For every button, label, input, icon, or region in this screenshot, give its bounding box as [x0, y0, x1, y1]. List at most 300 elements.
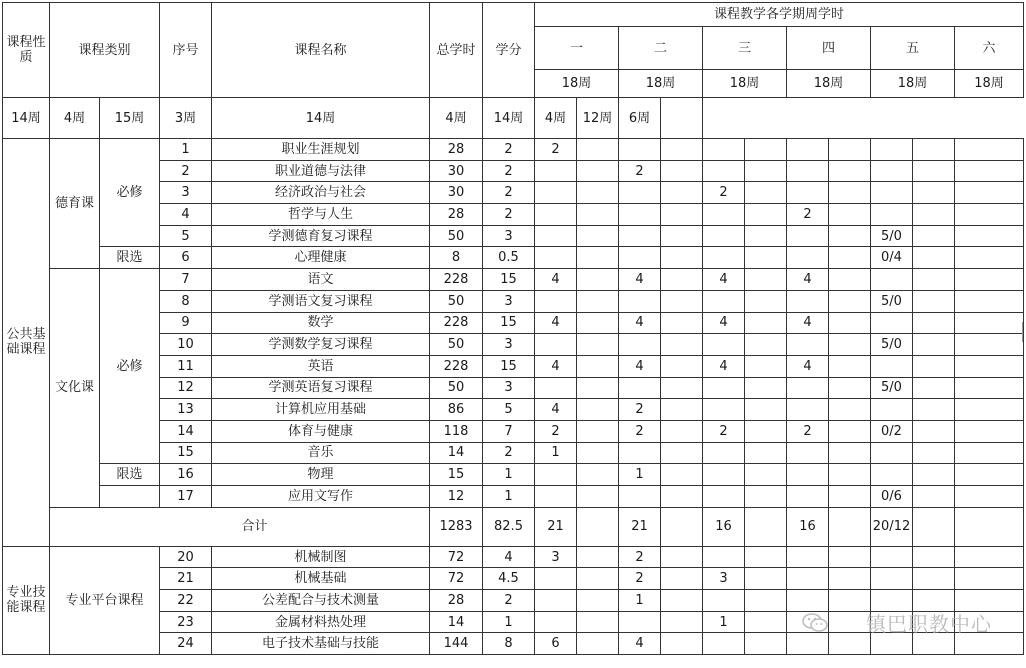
- weekly-hours-cell: [703, 633, 745, 655]
- weekly-hours-cell: [619, 486, 661, 508]
- sub-week-header: 6周: [619, 98, 661, 139]
- course-name-cell: 机械基础: [212, 568, 430, 590]
- sub-week-header: 3周: [160, 98, 212, 139]
- course-name-cell: 金属材料热处理: [212, 611, 430, 633]
- weekly-hours-cell: [913, 464, 955, 486]
- sub-week-header: 14周: [212, 98, 430, 139]
- weekly-hours-cell: [619, 204, 661, 226]
- total-weekly-cell: [745, 507, 787, 546]
- seq-cell: 9: [160, 312, 212, 334]
- header-course-name: 课程名称: [212, 3, 430, 98]
- course-name-cell: 语文: [212, 269, 430, 291]
- weekly-hours-cell: [787, 247, 829, 269]
- total-weekly-cell: [577, 507, 619, 546]
- weekly-hours-cell: [787, 486, 829, 508]
- weekly-hours-cell: [829, 486, 871, 508]
- weekly-hours-cell: [955, 247, 1024, 269]
- weekly-hours-cell: [913, 225, 955, 247]
- seq-cell: 22: [160, 590, 212, 612]
- weekly-hours-cell: [829, 377, 871, 399]
- sub-week-header: [661, 98, 703, 139]
- weekly-hours-cell: [829, 568, 871, 590]
- credits-cell: 3: [483, 225, 535, 247]
- hours-cell: 30: [430, 160, 483, 182]
- weekly-hours-cell: [577, 486, 619, 508]
- weekly-hours-cell: 5/0: [871, 377, 913, 399]
- semester-weeks: 18周: [871, 70, 955, 98]
- weekly-hours-cell: [955, 377, 1024, 399]
- weekly-hours-cell: [661, 334, 703, 356]
- weekly-hours-cell: [871, 204, 913, 226]
- hours-cell: 72: [430, 568, 483, 590]
- weekly-hours-cell: 4: [703, 355, 745, 377]
- weekly-hours-cell: [871, 139, 913, 161]
- weekly-hours-cell: 0/2: [871, 420, 913, 442]
- weekly-hours-cell: 2: [535, 139, 577, 161]
- weekly-hours-cell: [703, 204, 745, 226]
- weekly-hours-cell: [703, 546, 745, 568]
- credits-cell: 15: [483, 269, 535, 291]
- header-total-hours: 总学时: [430, 3, 483, 98]
- course-name-cell: 音乐: [212, 442, 430, 464]
- weekly-hours-cell: 2: [619, 160, 661, 182]
- header-category: 课程类别: [50, 3, 160, 98]
- credits-cell: 3: [483, 377, 535, 399]
- weekly-hours-cell: [955, 486, 1024, 508]
- total-weekly-cell: 16: [787, 507, 829, 546]
- seq-cell: 7: [160, 269, 212, 291]
- table-row: [3, 486, 1024, 508]
- semester-header: 二: [619, 27, 703, 70]
- weekly-hours-cell: [661, 399, 703, 421]
- total-weekly-cell: 20/12: [871, 507, 913, 546]
- total-weekly-cell: [913, 507, 955, 546]
- course-name-cell: 学测数学复习课程: [212, 334, 430, 356]
- weekly-hours-cell: 4: [535, 269, 577, 291]
- weekly-hours-cell: [745, 182, 787, 204]
- semester-weeks: 18周: [703, 70, 787, 98]
- credits-cell: 2: [483, 182, 535, 204]
- weekly-hours-cell: [871, 160, 913, 182]
- weekly-hours-cell: [661, 546, 703, 568]
- weekly-hours-cell: [745, 568, 787, 590]
- credits-cell: 4: [483, 546, 535, 568]
- weekly-hours-cell: [745, 204, 787, 226]
- weekly-hours-cell: [829, 611, 871, 633]
- weekly-hours-cell: 0/6: [871, 486, 913, 508]
- hours-cell: 14: [430, 611, 483, 633]
- weekly-hours-cell: 2: [703, 420, 745, 442]
- weekly-hours-cell: [913, 377, 955, 399]
- weekly-hours-cell: [913, 312, 955, 334]
- weekly-hours-cell: [829, 334, 871, 356]
- weekly-hours-cell: [661, 312, 703, 334]
- weekly-hours-cell: 3: [703, 568, 745, 590]
- weekly-hours-cell: [703, 225, 745, 247]
- header-weekly-title: 课程教学各学期周学时: [535, 3, 1024, 27]
- weekly-hours-cell: [535, 334, 577, 356]
- weekly-hours-cell: [955, 334, 1024, 356]
- weekly-hours-cell: [871, 269, 913, 291]
- weekly-hours-cell: [577, 377, 619, 399]
- weekly-hours-cell: [829, 182, 871, 204]
- weekly-hours-cell: [619, 247, 661, 269]
- total-label: 合计: [50, 507, 430, 546]
- total-row: [3, 507, 1024, 546]
- weekly-hours-cell: [745, 442, 787, 464]
- blank-cell: [100, 486, 160, 508]
- weekly-hours-cell: [955, 160, 1024, 182]
- weekly-hours-cell: [745, 290, 787, 312]
- weekly-hours-cell: [913, 399, 955, 421]
- seq-cell: 1: [160, 139, 212, 161]
- credits-cell: 2: [483, 204, 535, 226]
- weekly-hours-cell: [577, 334, 619, 356]
- sub-week-header: 15周: [100, 98, 160, 139]
- weekly-hours-cell: [577, 546, 619, 568]
- course-name-cell: 学测英语复习课程: [212, 377, 430, 399]
- course-name-cell: 职业生涯规划: [212, 139, 430, 161]
- weekly-hours-cell: [787, 377, 829, 399]
- weekly-hours-cell: [535, 225, 577, 247]
- course-name-cell: 学测德育复习课程: [212, 225, 430, 247]
- weekly-hours-cell: [871, 568, 913, 590]
- weekly-hours-cell: [871, 464, 913, 486]
- table-row: [3, 139, 1024, 161]
- total-weekly-cell: [955, 507, 1024, 546]
- seq-cell: 2: [160, 160, 212, 182]
- course-name-cell: 物理: [212, 464, 430, 486]
- weekly-hours-cell: [577, 399, 619, 421]
- group-professional: 专业技能课程: [3, 546, 50, 654]
- weekly-hours-cell: [829, 546, 871, 568]
- hours-cell: 30: [430, 182, 483, 204]
- weekly-hours-cell: 0/4: [871, 247, 913, 269]
- credits-cell: 0.5: [483, 247, 535, 269]
- credits-cell: 15: [483, 312, 535, 334]
- table-row: [3, 247, 1024, 269]
- sub-week-header: 12周: [577, 98, 619, 139]
- weekly-hours-cell: [829, 204, 871, 226]
- header-nature: 课程性质: [3, 3, 50, 98]
- weekly-hours-cell: [619, 334, 661, 356]
- weekly-hours-cell: [871, 182, 913, 204]
- weekly-hours-cell: [535, 182, 577, 204]
- weekly-hours-cell: [745, 247, 787, 269]
- weekly-hours-cell: [535, 290, 577, 312]
- weekly-hours-cell: [535, 590, 577, 612]
- weekly-hours-cell: [661, 611, 703, 633]
- weekly-hours-cell: [619, 442, 661, 464]
- table-row: [3, 464, 1024, 486]
- weekly-hours-cell: [787, 568, 829, 590]
- weekly-hours-cell: [661, 590, 703, 612]
- weekly-hours-cell: [829, 312, 871, 334]
- weekly-hours-cell: [661, 225, 703, 247]
- weekly-hours-cell: [577, 633, 619, 655]
- weekly-hours-cell: 4: [703, 312, 745, 334]
- weekly-hours-cell: 4: [619, 269, 661, 291]
- weekly-hours-cell: [787, 225, 829, 247]
- seq-cell: 17: [160, 486, 212, 508]
- weekly-hours-cell: [703, 377, 745, 399]
- weekly-hours-cell: [703, 442, 745, 464]
- weekly-hours-cell: [661, 464, 703, 486]
- elective-label: 限选: [100, 247, 160, 269]
- weekly-hours-cell: 4: [535, 399, 577, 421]
- weekly-hours-cell: [661, 355, 703, 377]
- total-weekly-cell: [661, 507, 703, 546]
- weekly-hours-cell: [913, 355, 955, 377]
- weekly-hours-cell: [577, 139, 619, 161]
- course-name-cell: 公差配合与技术测量: [212, 590, 430, 612]
- weekly-hours-cell: 2: [535, 420, 577, 442]
- weekly-hours-cell: [745, 464, 787, 486]
- total-weekly-cell: 16: [703, 507, 745, 546]
- weekly-hours-cell: [577, 225, 619, 247]
- weekly-hours-cell: [787, 633, 829, 655]
- weekly-hours-cell: [577, 247, 619, 269]
- course-name-cell: 机械制图: [212, 546, 430, 568]
- weekly-hours-cell: [535, 568, 577, 590]
- weekly-hours-cell: [535, 611, 577, 633]
- credits-cell: 2: [483, 160, 535, 182]
- seq-cell: 10: [160, 334, 212, 356]
- weekly-hours-cell: [829, 355, 871, 377]
- weekly-hours-cell: [745, 334, 787, 356]
- credits-cell: 1: [483, 486, 535, 508]
- weekly-hours-cell: [913, 269, 955, 291]
- weekly-hours-cell: [787, 464, 829, 486]
- weekly-hours-cell: [745, 611, 787, 633]
- weekly-hours-cell: [577, 611, 619, 633]
- weekly-hours-cell: [577, 590, 619, 612]
- weekly-hours-cell: [619, 182, 661, 204]
- weekly-hours-cell: [787, 139, 829, 161]
- hours-cell: 50: [430, 290, 483, 312]
- weekly-hours-cell: [703, 160, 745, 182]
- total-weekly-cell: [829, 507, 871, 546]
- hours-cell: 228: [430, 312, 483, 334]
- weekly-hours-cell: [577, 355, 619, 377]
- weekly-hours-cell: [955, 290, 1024, 312]
- weekly-hours-cell: [535, 160, 577, 182]
- table-row: [3, 546, 1024, 568]
- table-row: [3, 269, 1024, 291]
- weekly-hours-cell: [955, 204, 1024, 226]
- weekly-hours-cell: [619, 290, 661, 312]
- weekly-hours-cell: [577, 204, 619, 226]
- weekly-hours-cell: [703, 590, 745, 612]
- credits-cell: 2: [483, 442, 535, 464]
- weekly-hours-cell: [829, 399, 871, 421]
- weekly-hours-cell: [745, 225, 787, 247]
- weekly-hours-cell: [661, 247, 703, 269]
- weekly-hours-cell: [745, 633, 787, 655]
- weekly-hours-cell: [955, 568, 1024, 590]
- hours-cell: 8: [430, 247, 483, 269]
- weekly-hours-cell: [745, 269, 787, 291]
- weekly-hours-cell: [787, 160, 829, 182]
- weekly-hours-cell: [955, 399, 1024, 421]
- weekly-hours-cell: [577, 160, 619, 182]
- hours-cell: 144: [430, 633, 483, 655]
- weekly-hours-cell: [745, 160, 787, 182]
- weekly-hours-cell: [745, 355, 787, 377]
- weekly-hours-cell: [577, 420, 619, 442]
- weekly-hours-cell: 3: [535, 546, 577, 568]
- credits-cell: 1: [483, 611, 535, 633]
- weekly-hours-cell: [535, 377, 577, 399]
- weekly-hours-cell: [913, 486, 955, 508]
- seq-cell: 20: [160, 546, 212, 568]
- weekly-hours-cell: [703, 247, 745, 269]
- weekly-hours-cell: [535, 464, 577, 486]
- weekly-hours-cell: [661, 568, 703, 590]
- weekly-hours-cell: [787, 182, 829, 204]
- weekly-hours-cell: [661, 269, 703, 291]
- weekly-hours-cell: [955, 420, 1024, 442]
- weekly-hours-cell: 1: [619, 464, 661, 486]
- weekly-hours-cell: [913, 204, 955, 226]
- weekly-hours-cell: [955, 225, 1024, 247]
- weekly-hours-cell: 5/0: [871, 225, 913, 247]
- weekly-hours-cell: [955, 355, 1024, 377]
- weekly-hours-cell: [787, 399, 829, 421]
- weekly-hours-cell: [745, 312, 787, 334]
- weekly-hours-cell: 4: [619, 355, 661, 377]
- weekly-hours-cell: [577, 290, 619, 312]
- semester-header: 五: [871, 27, 955, 70]
- weekly-hours-cell: [661, 377, 703, 399]
- semester-weeks: 18周: [955, 70, 1024, 98]
- hours-cell: 28: [430, 139, 483, 161]
- weekly-hours-cell: [745, 590, 787, 612]
- weekly-hours-cell: [703, 334, 745, 356]
- seq-cell: 11: [160, 355, 212, 377]
- seq-cell: 3: [160, 182, 212, 204]
- weekly-hours-cell: [913, 182, 955, 204]
- course-name-cell: 数学: [212, 312, 430, 334]
- hours-cell: 50: [430, 334, 483, 356]
- semester-weeks: 18周: [535, 70, 619, 98]
- weekly-hours-cell: [745, 486, 787, 508]
- hours-cell: 50: [430, 225, 483, 247]
- weekly-hours-cell: 4: [619, 312, 661, 334]
- weekly-hours-cell: [787, 290, 829, 312]
- weekly-hours-cell: [661, 420, 703, 442]
- weekly-hours-cell: 2: [619, 568, 661, 590]
- hours-cell: 28: [430, 204, 483, 226]
- weekly-hours-cell: [955, 464, 1024, 486]
- course-name-cell: 应用文写作: [212, 486, 430, 508]
- seq-cell: 23: [160, 611, 212, 633]
- seq-cell: 24: [160, 633, 212, 655]
- weekly-hours-cell: [745, 139, 787, 161]
- required-label: 必修: [100, 139, 160, 247]
- seq-cell: 16: [160, 464, 212, 486]
- weekly-hours-cell: [661, 442, 703, 464]
- course-name-cell: 哲学与人生: [212, 204, 430, 226]
- weekly-hours-cell: [913, 546, 955, 568]
- group-platform: 专业平台课程: [50, 546, 160, 654]
- hours-cell: 86: [430, 399, 483, 421]
- hours-cell: 15: [430, 464, 483, 486]
- weekly-hours-cell: [661, 204, 703, 226]
- weekly-hours-cell: [829, 464, 871, 486]
- weekly-hours-cell: [703, 486, 745, 508]
- weekly-hours-cell: [745, 377, 787, 399]
- required-label: 必修: [100, 269, 160, 464]
- weekly-hours-cell: [829, 247, 871, 269]
- weekly-hours-cell: [703, 139, 745, 161]
- seq-cell: 5: [160, 225, 212, 247]
- weekly-hours-cell: [955, 269, 1024, 291]
- weekly-hours-cell: [661, 139, 703, 161]
- weekly-hours-cell: [577, 568, 619, 590]
- course-schedule-table: [2, 2, 1024, 655]
- weekly-hours-cell: [619, 377, 661, 399]
- weekly-hours-cell: 4: [787, 355, 829, 377]
- semester-header: 一: [535, 27, 619, 70]
- hours-cell: 228: [430, 269, 483, 291]
- sub-week-header: 4周: [535, 98, 577, 139]
- weekly-hours-cell: [829, 225, 871, 247]
- weekly-hours-cell: [577, 442, 619, 464]
- weekly-hours-cell: 4: [703, 269, 745, 291]
- weekly-hours-cell: [787, 442, 829, 464]
- seq-cell: 21: [160, 568, 212, 590]
- weekly-hours-cell: [955, 442, 1024, 464]
- weekly-hours-cell: [619, 139, 661, 161]
- weekly-hours-cell: 2: [619, 420, 661, 442]
- weekly-hours-cell: [661, 486, 703, 508]
- edge-marker: [1022, 322, 1026, 342]
- weekly-hours-cell: 5/0: [871, 290, 913, 312]
- seq-cell: 12: [160, 377, 212, 399]
- seq-cell: 4: [160, 204, 212, 226]
- wechat-logo-icon: [802, 612, 828, 634]
- weekly-hours-cell: [871, 355, 913, 377]
- seq-cell: 8: [160, 290, 212, 312]
- group-public-basic: 公共基础课程: [3, 139, 50, 547]
- weekly-hours-cell: 1: [703, 611, 745, 633]
- weekly-hours-cell: 4: [535, 312, 577, 334]
- weekly-hours-cell: 4: [619, 633, 661, 655]
- weekly-hours-cell: [829, 139, 871, 161]
- weekly-hours-cell: 6: [535, 633, 577, 655]
- hours-cell: 72: [430, 546, 483, 568]
- weekly-hours-cell: [787, 546, 829, 568]
- seq-cell: 14: [160, 420, 212, 442]
- weekly-hours-cell: [787, 590, 829, 612]
- weekly-hours-cell: 5/0: [871, 334, 913, 356]
- credits-cell: 3: [483, 334, 535, 356]
- weekly-hours-cell: [661, 633, 703, 655]
- course-name-cell: 职业道德与法律: [212, 160, 430, 182]
- seq-cell: 15: [160, 442, 212, 464]
- credits-cell: 2: [483, 590, 535, 612]
- sub-week-header: 14周: [3, 98, 50, 139]
- hours-cell: 50: [430, 377, 483, 399]
- weekly-hours-cell: [829, 442, 871, 464]
- weekly-hours-cell: [871, 546, 913, 568]
- total-credits: 82.5: [483, 507, 535, 546]
- weekly-hours-cell: [787, 334, 829, 356]
- weekly-hours-cell: [535, 486, 577, 508]
- total-weekly-cell: 21: [535, 507, 577, 546]
- weekly-hours-cell: [829, 160, 871, 182]
